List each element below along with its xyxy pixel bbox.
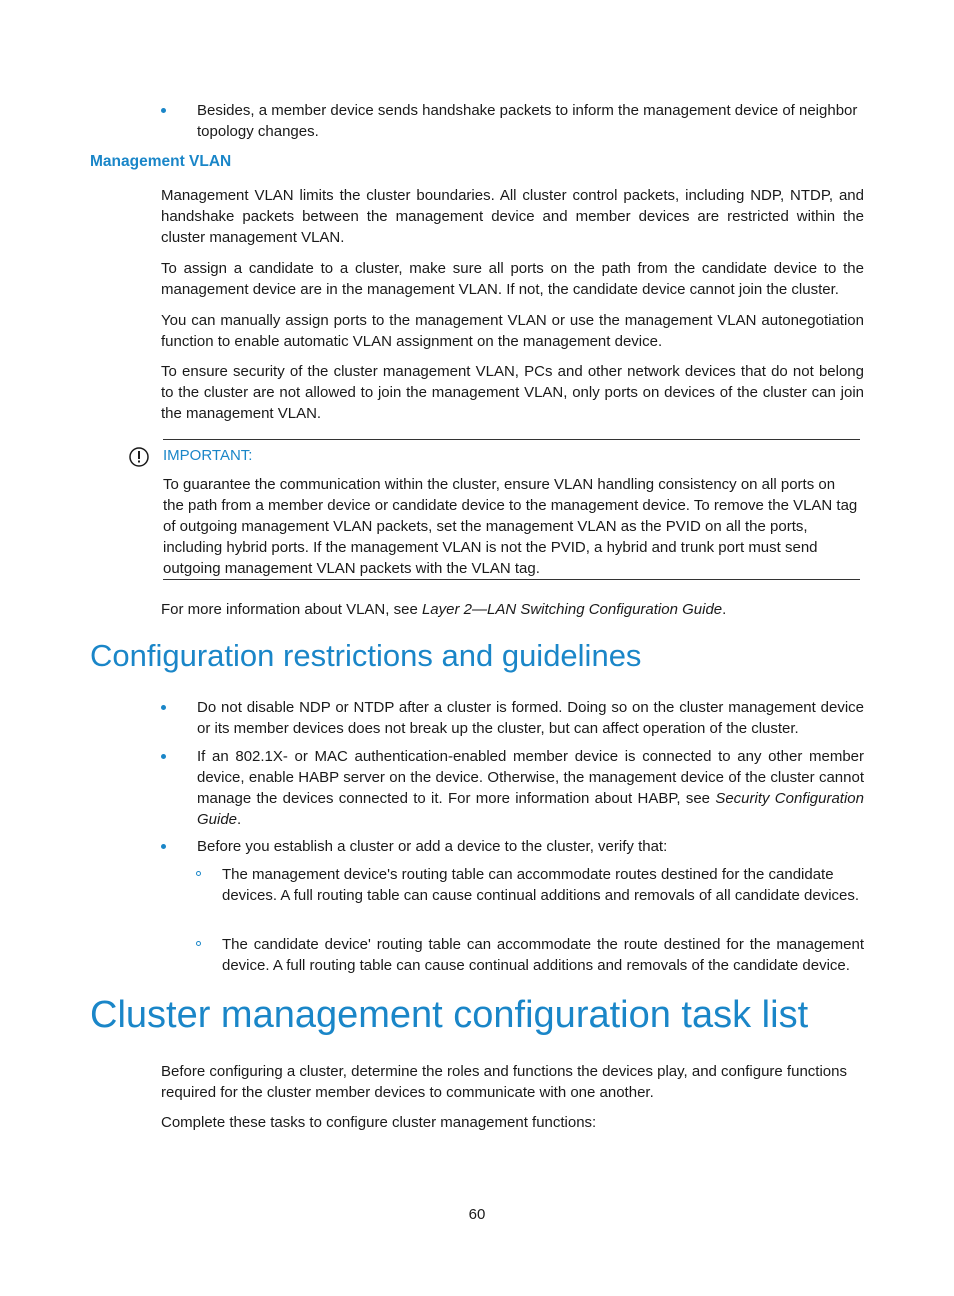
guide-reference: Security Configuration Guide <box>197 790 864 828</box>
bullet-icon <box>161 754 166 759</box>
list-item <box>161 100 864 142</box>
paragraph: Complete these tasks to configure cluster management functions: <box>161 1114 597 1131</box>
paragraph: Management VLAN limits the cluster boundaries. All cluster control packets, including NDP, NTDP, and handshake packets between the management device and member devices are restricted within the cluster management VLAN. <box>161 187 864 246</box>
guide-reference: Layer 2—LAN Switching Configuration Guide <box>421 601 723 618</box>
paragraph: To assign a candidate to a cluster, make sure all ports on the path from the candidate device to the management device are in the management VLAN. If not, the candidate device cannot join the cluster. <box>161 260 864 298</box>
sub-bullet-text: The management device's routing table can accommodate routes destined for the candidate devices. A full routing table can cause continual additions and removals of all candidate devices. <box>222 866 860 904</box>
bullet-text <box>197 746 864 830</box>
divider <box>163 439 860 440</box>
circle-bullet-icon <box>196 871 201 876</box>
paragraph: Before configuring a cluster, determine the roles and functions the devices play, and configure functions required for the cluster member devices to communicate with one another. <box>161 1063 847 1101</box>
list-item <box>161 836 864 857</box>
list-item <box>161 746 864 830</box>
section-heading-management-vlan: Management VLAN <box>90 153 232 170</box>
sub-list-item <box>196 934 864 976</box>
section-heading-restrictions: Configuration restrictions and guidelines <box>90 638 642 673</box>
more-info-paragraph <box>161 599 864 620</box>
bullet-icon <box>161 844 166 849</box>
list-item <box>161 697 864 739</box>
page-number: 60 <box>468 1206 486 1223</box>
bullet-text-suffix: . <box>237 811 242 828</box>
sub-bullet-text: The candidate device' routing table can accommodate the route destined for the management device. A full routing table can cause continual additions and removals of the candidate device. <box>222 936 864 974</box>
bullet-text: Besides, a member device sends handshake packets to inform the management device of neighbor topology changes. <box>197 102 858 140</box>
more-info-prefix: For more information about VLAN, see <box>161 601 422 618</box>
paragraph: To ensure security of the cluster management VLAN, PCs and other network devices that do not belong to the cluster are not allowed to join the management VLAN, only ports on devices of the cluster can join the management VLAN. <box>161 363 864 422</box>
chapter-heading-task-list: Cluster management configuration task list <box>90 994 809 1036</box>
bullet-text: Do not disable NDP or NTDP after a cluster is formed. Doing so on the cluster management device or its member devices does not break up the cluster, but can affect operation of the cluster. <box>197 699 864 737</box>
bullet-text-main: If an 802.1X- or MAC authentication-enabled member device is connected to any other member device, enable HABP server on the device. Otherwise, the management device of the cluster cannot manage the devices connected to it. For more information about HABP, see <box>197 748 864 807</box>
bullet-text: Before you establish a cluster or add a device to the cluster, verify that: <box>197 838 668 855</box>
important-label: IMPORTANT: <box>163 447 253 464</box>
important-icon <box>128 446 150 468</box>
paragraph: You can manually assign ports to the management VLAN or use the management VLAN autonegotiation function to enable automatic VLAN assignment on the management device. <box>161 312 864 350</box>
bullet-icon <box>161 108 166 113</box>
more-info-suffix: . <box>722 601 727 618</box>
bullet-icon <box>161 705 166 710</box>
circle-bullet-icon <box>196 941 201 946</box>
important-text: To guarantee the communication within the cluster, ensure VLAN handling consistency on all ports on the path from a member device or candidate device to the management device. To remove the VLAN tag of outgoing management VLAN packets, set the management VLAN as the PVID on all the ports, including hybrid ports. If the management VLAN is not the PVID, a hybrid and trunk port must send outgoing management VLAN packets with the VLAN tag. <box>163 476 858 577</box>
divider <box>163 579 860 580</box>
sub-list-item <box>196 864 864 906</box>
